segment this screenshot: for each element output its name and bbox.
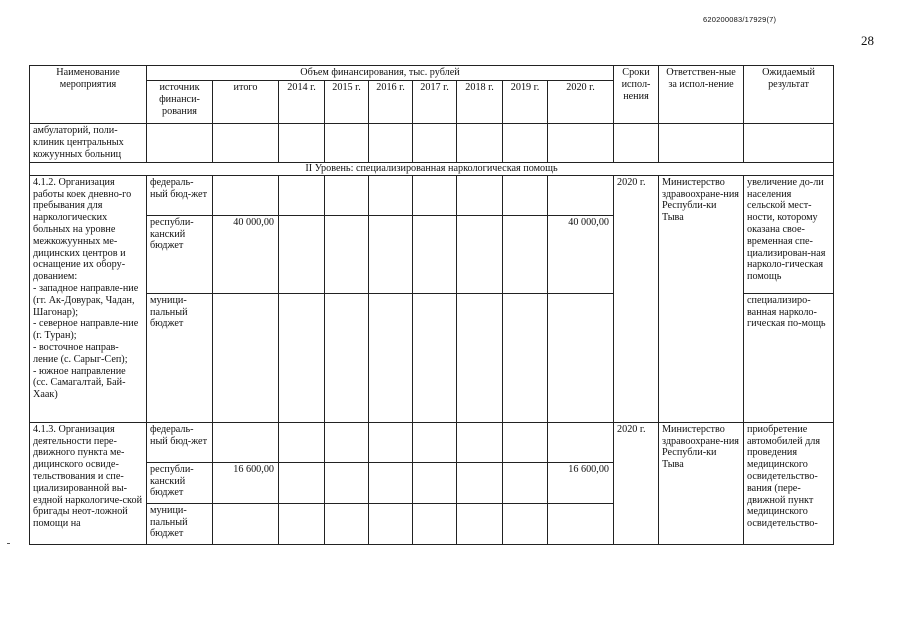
financing-table	[29, 65, 834, 545]
source-cell: федераль-ный бюд-жет	[147, 175, 213, 215]
continuation-name: амбулаторий, поли-клиник центральных кожуунных больниц	[30, 124, 147, 163]
table-row	[30, 124, 834, 163]
scan-mark	[7, 543, 10, 544]
year-2020-cell	[548, 293, 614, 422]
source-cell: республи-канский бюджет	[147, 462, 213, 503]
header-year: 2016 г.	[369, 81, 413, 124]
header-year: 2017 г.	[413, 81, 457, 124]
year-2020-cell: 40 000,00	[548, 215, 614, 293]
source-cell: республи-канский бюджет	[147, 215, 213, 293]
header-total: итого	[213, 81, 279, 124]
responsible-cell: Министерство здравоохране-ния Республи-ки Тыва	[659, 175, 744, 422]
header-funding-group: Объем финансирования, тыс. рублей	[147, 66, 614, 81]
total-cell: 16 600,00	[213, 462, 279, 503]
section-row	[30, 163, 834, 176]
header-name: Наименование мероприятия	[30, 66, 147, 124]
item-name: 4.1.2. Организация работы коек дневно-го пребывания для наркологических больных на уровне межкожуунных ме-дицинских центров и оснащение их обору-дованием: - западное направле-ние (гг. Ак-Довурак, Чадан, Шагонар); - северное направле-ние (г. Туран); - восточное направ-ление (с. Сарыг-Сеп); - южное направление (сс. Самагалтай, Бай-Хаак)	[30, 175, 147, 422]
total-cell	[213, 422, 279, 462]
year-2020-cell: 16 600,00	[548, 462, 614, 503]
source-cell: муници-пальный бюджет	[147, 293, 213, 422]
source-cell: муници-пальный бюджет	[147, 503, 213, 544]
document-id: 620200083/17929(7)	[703, 15, 777, 24]
total-cell: 40 000,00	[213, 215, 279, 293]
total-cell	[213, 293, 279, 422]
item-name: 4.1.3. Организация деятельности пере-движного пункта ме-дицинского освиде-тельствования и спе-циализированной вы-ездной наркологиче-ской бригады неот-ложной помощи на	[30, 422, 147, 544]
header-year: 2018 г.	[457, 81, 503, 124]
result-cell: увеличение до-ли населения сельской мест-ности, которому оказана свое-временная спе-циализирован-ная нарколо-гическая помощь	[744, 175, 834, 293]
header-year: 2015 г.	[325, 81, 369, 124]
table-row	[30, 422, 834, 462]
table-row	[30, 175, 834, 215]
header-terms: Сроки испол-нения	[614, 66, 659, 124]
header-year: 2019 г.	[503, 81, 548, 124]
year-2020-cell	[548, 503, 614, 544]
header-result: Ожидаемый результат	[744, 66, 834, 124]
header-responsible: Ответствен-ные за испол-нение	[659, 66, 744, 124]
term-cell: 2020 г.	[614, 422, 659, 544]
year-2020-cell	[548, 422, 614, 462]
responsible-cell: Министерство здравоохране-ния Республи-ки Тыва	[659, 422, 744, 544]
header-source: источник финанси-рования	[147, 81, 213, 124]
result-cell: приобретение автомобилей для проведения медицинского освидетельство-вания (пере-движной пункт медицинского освидетельство-	[744, 422, 834, 544]
page-number: 28	[861, 33, 874, 48]
total-cell	[213, 503, 279, 544]
source-cell: федераль-ный бюд-жет	[147, 422, 213, 462]
header-year: 2014 г.	[279, 81, 325, 124]
year-2020-cell	[548, 175, 614, 215]
result-cell: специализиро-ванная нарколо-гическая по-мощь	[744, 293, 834, 422]
table-header-row	[30, 66, 834, 81]
section-title: II Уровень: специализированная наркологическая помощь	[30, 163, 834, 176]
header-year: 2020 г.	[548, 81, 614, 124]
term-cell: 2020 г.	[614, 175, 659, 422]
total-cell	[213, 175, 279, 215]
